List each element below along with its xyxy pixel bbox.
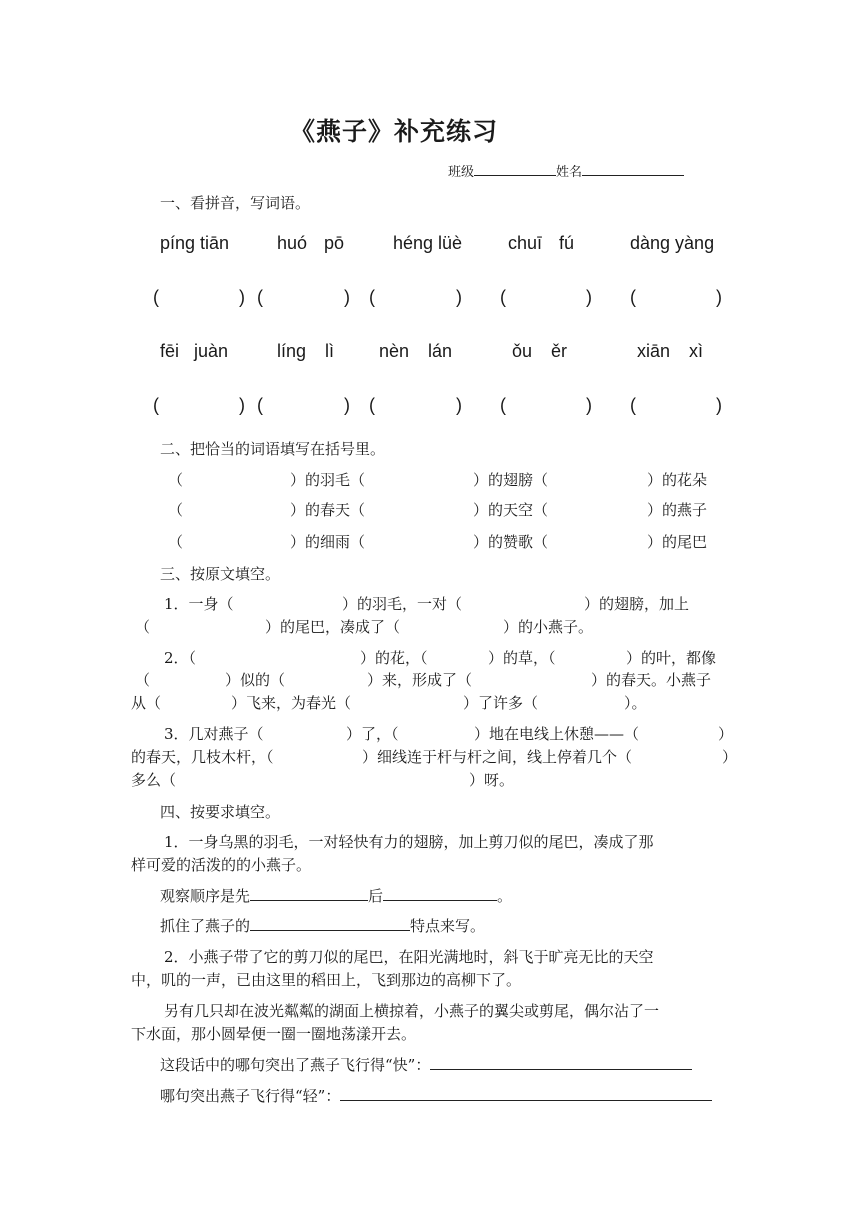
feature-question — [160, 915, 485, 936]
answer-paren-open: ( — [369, 287, 375, 307]
q2-part: ）了许多（ — [463, 694, 539, 712]
fill-item: ）的春天（ — [290, 501, 366, 519]
pinyin-item: dàng yàng — [630, 233, 715, 253]
passage-line: 另有几只却在波光粼粼的湖面上横掠着，小燕子的翼尖或剪尾，偶尔沾了一 — [164, 1002, 660, 1020]
q2-part: ）似的（ — [225, 671, 286, 689]
q1-part: （ — [135, 618, 151, 636]
pinyin-item: héng lüè — [393, 233, 463, 253]
order-label-a: 观察顺序是先 — [160, 887, 251, 905]
fill-item: ）的燕子 — [647, 501, 708, 519]
fill-item: ）的细雨（ — [290, 533, 366, 551]
fill-item: ）的翅膀（ — [473, 471, 549, 489]
name-label: 姓名 — [556, 165, 583, 180]
answer-paren-close: ) — [456, 287, 462, 307]
answer-paren-close: ) — [586, 287, 592, 307]
q3-part: ） — [718, 725, 734, 743]
pinyin-item: ǒu ěr — [512, 341, 568, 361]
q1-part: 1．一身（ — [164, 595, 234, 613]
answer-paren-close: ) — [716, 287, 722, 307]
fill-item: ）的天空（ — [473, 501, 549, 519]
class-name-line — [448, 160, 684, 180]
pinyin-item: fēi juàn — [160, 341, 229, 361]
order-end: 。 — [497, 887, 513, 905]
section4-heading: 四、按要求填空。 — [160, 803, 281, 821]
answer-paren-open: ( — [500, 395, 506, 415]
pinyin-item: huó pō — [277, 233, 345, 253]
order-question — [160, 885, 512, 906]
fill-item: ）的花朵 — [647, 471, 708, 489]
q3-part: 3．几对燕子（ — [164, 725, 264, 743]
order-label-b: 后 — [368, 887, 384, 905]
passage-line: 中，叽的一声，已由这里的稻田上，飞到那边的高柳下了。 — [131, 971, 522, 989]
fill-item: ）的尾巴 — [647, 533, 708, 551]
q2-part: ）的草，（ — [488, 649, 556, 667]
blank-open: （ — [168, 501, 184, 519]
section2-heading: 二、把恰当的词语填写在括号里。 — [160, 440, 386, 458]
passage-line: 1．一身乌黑的羽毛，一对轻快有力的翅膀，加上剪刀似的尾巴，凑成了那 — [164, 833, 654, 851]
light-question — [160, 1085, 712, 1106]
q3-part: ）细线连于杆与杆之间，线上停着几个（ — [362, 748, 633, 766]
light-label: 哪句突出燕子飞行得“轻”： — [160, 1087, 341, 1105]
q3-part: 多么（ — [131, 771, 177, 789]
answer-paren-open: ( — [500, 287, 506, 307]
pinyin-item: líng lì — [277, 341, 335, 361]
fast-blank[interactable] — [430, 1054, 692, 1070]
answer-paren-close: ) — [716, 395, 722, 415]
answer-paren-close: ) — [239, 395, 245, 415]
fast-question — [160, 1054, 692, 1075]
answer-paren-open: ( — [630, 395, 636, 415]
q2-part: 2．（ — [164, 649, 197, 667]
section1-heading: 一、看拼音，写词语。 — [160, 194, 311, 212]
answer-paren-close: ) — [456, 395, 462, 415]
feature-label-b: 特点来写。 — [410, 917, 486, 935]
q2-part: ）的花，（ — [360, 649, 428, 667]
feature-label-a: 抓住了燕子的 — [160, 917, 251, 935]
q1-part: ）的尾巴，凑成了（ — [265, 618, 401, 636]
passage-line: 样可爱的活泼的的小燕子。 — [131, 856, 312, 874]
q3-part: ）呀。 — [469, 771, 515, 789]
q1-part: ）的羽毛，一对（ — [342, 595, 463, 613]
answer-paren-open: ( — [257, 395, 263, 415]
class-blank[interactable] — [474, 160, 556, 176]
q1-part: ）的翅膀，加上 — [584, 595, 690, 613]
answer-paren-close: ) — [344, 287, 350, 307]
answer-paren-open: ( — [369, 395, 375, 415]
blank-open: （ — [168, 471, 184, 489]
answer-paren-close: ) — [239, 287, 245, 307]
q2-part: ）飞来，为春光（ — [231, 694, 352, 712]
pinyin-item: xiān xì — [637, 341, 704, 361]
q2-part: （ — [135, 671, 151, 689]
q2-part: ）的春天。小燕子 — [591, 671, 712, 689]
feature-blank[interactable] — [250, 915, 410, 931]
answer-paren-open: ( — [153, 395, 159, 415]
name-blank[interactable] — [582, 160, 684, 176]
page-title: 《燕子》补充练习 — [290, 117, 499, 146]
q1-part: ）的小燕子。 — [503, 618, 594, 636]
order-blank-b[interactable] — [383, 885, 497, 901]
pinyin-item: nèn lán — [379, 341, 453, 361]
q2-part: ）来，形成了（ — [367, 671, 473, 689]
answer-paren-open: ( — [630, 287, 636, 307]
fill-item: ）的羽毛（ — [290, 471, 366, 489]
section3-heading: 三、按原文填空。 — [160, 565, 281, 583]
pinyin-item: píng tiān — [160, 233, 230, 253]
fill-item: ）的赞歌（ — [473, 533, 549, 551]
passage-line: 下水面，那小圆晕便一圈一圈地荡漾开去。 — [131, 1025, 417, 1043]
q3-part: 的春天，几枝木杆，（ — [131, 748, 274, 766]
answer-paren-close: ) — [344, 395, 350, 415]
q3-part: ）了，（ — [346, 725, 399, 743]
answer-paren-open: ( — [153, 287, 159, 307]
pinyin-item: chuī fú — [508, 233, 575, 253]
order-blank-a[interactable] — [250, 885, 368, 901]
answer-paren-close: ) — [586, 395, 592, 415]
passage-line: 2．小燕子带了它的剪刀似的尾巴，在阳光满地时，斜飞于旷亮无比的天空 — [164, 948, 654, 966]
blank-open: （ — [168, 533, 184, 551]
answer-paren-open: ( — [257, 287, 263, 307]
q2-part: ）的叶，都像 — [626, 649, 717, 667]
q2-part: ）。 — [624, 694, 647, 712]
q2-part: 从（ — [131, 694, 162, 712]
fast-label: 这段话中的哪句突出了燕子飞行得“快”： — [160, 1056, 431, 1074]
q3-part: ） — [722, 748, 738, 766]
light-blank[interactable] — [340, 1085, 712, 1101]
q3-part: ）地在电线上休憩——（ — [474, 725, 640, 743]
class-label: 班级 — [448, 165, 475, 180]
